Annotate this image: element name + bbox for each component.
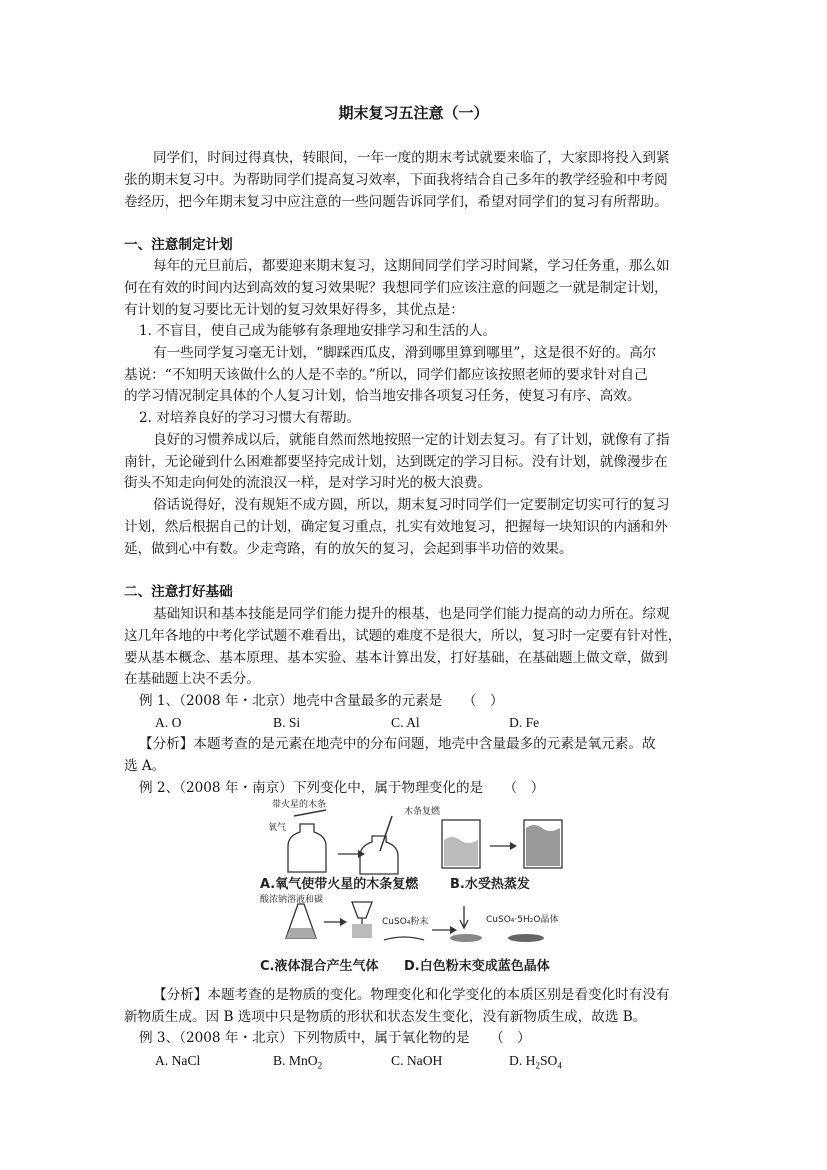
section-1-line-3: 有计划的复习要比无计划的复习效果好得多，其优点是：	[124, 302, 464, 318]
section-1-closing-1: 俗话说得好，没有规矩不成方圆，所以，期末复习时同学们一定要制定切实可行的复习	[153, 497, 670, 513]
point-2-line-1: 良好的习惯养成以后，就能自然而然地按照一定的计划去复习。有了计划，就像有了指	[153, 432, 670, 448]
figure-caption-b: B.水受热蒸发	[450, 877, 530, 892]
section-2-line-3: 要从基本概念、基本原理、基本实验、基本计算出发，打好基础，在基础题上做文章，做到	[124, 650, 668, 666]
section-1-heading: 一、注意制定计划	[124, 237, 233, 253]
figure-caption-a: A.氧气使带火星的木条复燃	[260, 877, 419, 892]
example-1-option-b: B. Si	[273, 715, 301, 730]
page-title: 期末复习五注意（一）	[338, 104, 489, 122]
intro-line-1: 同学们，时间过得真快，转眼间，一年一度的期末考试就要来临了，大家即将投入到紧	[153, 150, 670, 166]
point-2-line-3: 街头不知走向何处的流浪汉一样，是对学习时光的极大浪费。	[124, 475, 492, 491]
example-2-question: 例 2、（2008 年・南京）下列变化中，属于物理变化的是 （ ）	[139, 780, 545, 796]
figure-label-splint: 带火星的木条	[272, 800, 327, 810]
example-3-option-a: A. NaCl	[155, 1053, 201, 1068]
example-1-analysis-1: 【分析】本题考查的是元素在地壳中的分布问题，地壳中含量最多的元素是氧元素。故	[139, 736, 656, 752]
point-1-line-1: 有一些同学复习毫无计划，“脚踩西瓜皮，滑到哪里算到哪里”，这是很不好的。高尔	[153, 345, 657, 361]
section-2-line-1: 基础知识和基本技能是同学们能力提升的根基，也是同学们能力提高的动力所在。综观	[153, 606, 670, 622]
section-1-point-2: 2. 对培养良好的学习习惯大有帮助。	[139, 410, 361, 426]
section-1-point-1: 1. 不盲目，使自己成为能够有条理地安排学习和生活的人。	[139, 323, 497, 339]
intro-line-2: 张的期末复习中。为帮助同学们提高复习效率，下面我将结合自己多年的教学经验和中考阅	[124, 172, 668, 188]
example-3-option-d: D. $H_2SO_4$	[509, 1053, 562, 1071]
point-1-line-3: 的学习情况制定具体的个人复习计划，恰当地安排各项复习任务，使复习有序、高效。	[124, 388, 641, 404]
example-1-question: 例 1、（2008 年・北京）地壳中含量最多的元素是 （ ）	[139, 693, 504, 709]
figure-label-crystal: CuSO₄·5H₂O晶体	[486, 915, 559, 925]
section-1-closing-3: 延，做到心中有数。少走弯路，有的放矢的复习，会起到事半功倍的效果。	[124, 541, 573, 557]
section-1-line-2: 何在有效的时间内达到高效的复习效果呢？我想同学们应该注意的问题之一就是制定计划，	[124, 280, 668, 296]
example-1-option-a: A. O	[155, 715, 182, 730]
figure-caption-d: D.白色粉末变成蓝色晶体	[404, 959, 550, 974]
intro-line-3: 卷经历，把今年期末复习中应注意的一些问题告诉同学们，希望对同学们的复习有所帮助。	[124, 194, 668, 210]
section-1-line-1: 每年的元旦前后，都要迎来期末复习，这期间同学们学习时间紧，学习任务重，那么如	[153, 258, 670, 274]
section-2-line-2: 这几年各地的中考化学试题不难看出，试题的难度不是很大，所以，复习时一定要有针对性，	[124, 628, 682, 644]
example-2-figure	[254, 796, 584, 976]
section-1-closing-2: 计划，然后根据自己的计划，确定复习重点，扎实有效地复习，把握每一块知识的内涵和外	[124, 519, 668, 535]
figure-label-acid: 酸浓钠溶液和碳	[260, 895, 324, 905]
example-2-analysis-1: 【分析】本题考查的是物质的变化。物理变化和化学变化的本质区别是看变化时有没有	[153, 987, 670, 1003]
section-2-line-4: 在基础题上决不丢分。	[124, 671, 260, 687]
point-1-line-2: 基说：“不知明天该做什么的人是不幸的。”所以，同学们都应该按照老师的要求针对自己	[124, 367, 648, 383]
figure-label-oxygen: 氧气	[268, 823, 287, 833]
example-1-option-c: C. Al	[391, 715, 420, 730]
example-3-question: 例 3、（2008 年・北京）下列物质中，属于氧化物的是 （ ）	[139, 1030, 531, 1046]
figure-label-relight: 木条复燃	[404, 807, 441, 817]
figure-caption-c: C.液体混合产生气体	[260, 959, 379, 974]
example-1-analysis-2: 选 A。	[124, 758, 166, 774]
figure-label-powder: CuSO₄粉末	[382, 917, 429, 927]
section-2-heading: 二、注意打好基础	[124, 584, 233, 600]
example-1-option-d: D. Fe	[509, 715, 540, 730]
point-2-line-2: 南针，无论碰到什么困难都要坚持完成计划，达到既定的学习目标。没有计划，就像漫步在	[124, 454, 668, 470]
example-3-option-b: B. MnO$_2$	[273, 1053, 323, 1071]
example-3-option-c: C. NaOH	[391, 1053, 443, 1068]
example-2-analysis-2: 新物质生成。因 B 选项中只是物质的形状和状态发生变化，没有新物质生成，故选 B。	[124, 1009, 647, 1025]
